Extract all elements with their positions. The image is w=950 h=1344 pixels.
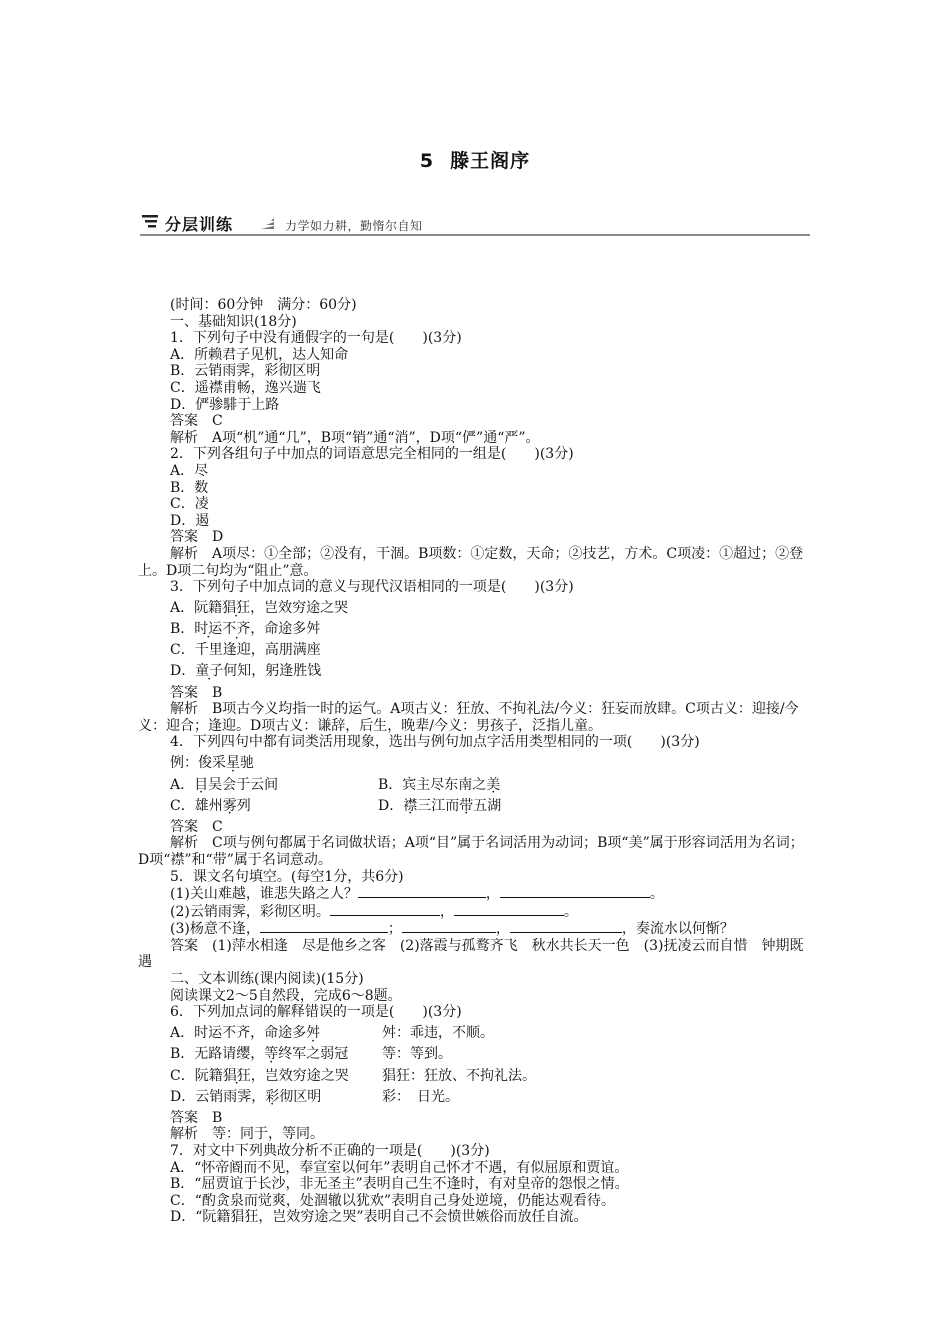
reading-instruction: 阅读课文2～5自然段，完成6～8题。 bbox=[170, 987, 402, 1004]
exercise-content bbox=[138, 297, 814, 1226]
option: B．“屈贾谊于长沙，非无圣主”表明自己生不逢时，有对皇帝的怨恨之情。 bbox=[170, 1176, 629, 1193]
option: A．时运不齐，命途多舛 舛：乖违，不顺。 bbox=[170, 1025, 494, 1042]
option: C．阮籍猖狂，岂效穷途之哭 猖狂：狂放、不拘礼法。 bbox=[170, 1067, 536, 1084]
option: A．所赖君子见机，达人知命 bbox=[170, 346, 349, 363]
option: C．遥襟甫畅，逸兴遄飞 bbox=[170, 379, 321, 396]
question-stem: 5．课文名句填空。(每空1分，共6分) bbox=[170, 868, 404, 885]
option: D．“阮籍猖狂，岂效穷途之哭”表明自己不会愤世嫉俗而放任自流。 bbox=[170, 1209, 588, 1226]
section-banner bbox=[140, 208, 810, 240]
lesson-number: 5 bbox=[419, 150, 435, 172]
option: C．千里逢迎，高朋满座 bbox=[170, 642, 321, 659]
question-stem: 6．下列加点词的解释错误的一项是( )(3分) bbox=[170, 1004, 462, 1021]
blank-field[interactable] bbox=[510, 920, 622, 933]
banner-motto: 力学如力耕，勤惰尔自知 bbox=[285, 219, 423, 233]
page-title bbox=[0, 146, 950, 173]
option: A．阮籍猖狂，岂效穷途之哭 bbox=[170, 600, 349, 617]
section-heading: 一、基础知识(18分) bbox=[170, 313, 297, 330]
question-stem: 4．下列四句中都有词类活用现象，选出与例句加点字活用类型相同的一项( )(3分) bbox=[170, 734, 700, 751]
explanation: 解析 A项“机”通“几”，B项“销”通“消”，D项“俨”通“严”。 bbox=[170, 429, 540, 446]
option: C．“酌贪泉而觉爽，处涸辙以犹欢”表明自己身处逆境，仍能达观看待。 bbox=[170, 1192, 616, 1209]
answer: 答案 B bbox=[170, 684, 223, 701]
blank-field[interactable] bbox=[500, 885, 650, 898]
blank-field[interactable] bbox=[454, 903, 564, 916]
option-row bbox=[138, 798, 814, 815]
fill-blank-line: (2)云销雨霁，彩彻区明。 ， 。 bbox=[170, 903, 578, 920]
option: B．无路请缨，等终军之弱冠 等：等到。 bbox=[170, 1046, 452, 1063]
answer: 答案 C bbox=[170, 818, 223, 835]
answer: 答案 (1)萍水相逢 尽是他乡之客 (2)落霞与孤鹜齐飞 秋水共长天一色 (3)抚凌云而自惜 钟期既遇 bbox=[138, 937, 804, 971]
question-stem: 1．下列句子中没有通假字的一句是( )(3分) bbox=[170, 330, 462, 347]
blank-field[interactable] bbox=[358, 885, 486, 898]
option: B．时运不齐，命途多舛 bbox=[170, 621, 321, 638]
banner-label: 分层训练 bbox=[165, 215, 234, 234]
question-stem: 7．对文中下列典故分析不正确的一项是( )(3分) bbox=[170, 1142, 490, 1159]
option: A．“怀帝阍而不见，奉宣室以何年”表明自己怀才不遇，有似屈原和贾谊。 bbox=[170, 1159, 629, 1176]
blank-field[interactable] bbox=[402, 920, 496, 933]
option-row bbox=[138, 777, 814, 794]
explanation: 解析 C项与例句都属于名词做状语；A项“目”属于名词活用为动词；B项“美”属于形容词活用为名词；D项“襟”和“带”属于名词意动。 bbox=[138, 835, 804, 868]
answer: 答案 D bbox=[170, 529, 224, 546]
explanation: 解析 等：同于，等同。 bbox=[170, 1126, 324, 1143]
question-stem: 3．下列句子中加点词的意义与现代汉语相同的一项是( )(3分) bbox=[170, 579, 574, 596]
banner-rule bbox=[140, 234, 810, 236]
answer: 答案 C bbox=[170, 413, 223, 430]
option: D．童子何知，躬逢胜饯 bbox=[170, 663, 322, 680]
option: C．雄州雾列 bbox=[170, 797, 251, 814]
option: B．宾主尽东南之美 bbox=[378, 776, 501, 793]
option: D．襟三江而带五湖 bbox=[378, 797, 502, 814]
option: A．目吴会于云间 bbox=[170, 776, 279, 793]
example: 例：俊采星驰 bbox=[170, 755, 254, 772]
fill-blank-line: (1)关山难越，谁悲失路之人？ ， 。 bbox=[170, 886, 664, 903]
option: D．俨骖騑于上路 bbox=[170, 396, 280, 413]
blank-field[interactable] bbox=[330, 903, 440, 916]
stripes-icon bbox=[140, 214, 160, 230]
corner-stripes-icon bbox=[256, 218, 276, 232]
answer: 答案 B bbox=[170, 1109, 223, 1126]
blank-field[interactable] bbox=[260, 920, 388, 933]
option: D．遏 bbox=[170, 512, 210, 529]
option: B．云销雨霁，彩彻区明 bbox=[170, 363, 321, 380]
lesson-title: 滕王阁序 bbox=[450, 150, 531, 172]
section-heading: 二、文本训练(课内阅读)(15分) bbox=[170, 971, 364, 988]
explanation: 解析 A项尽：①全部；②没有，干涸。B项数：①定数，天命；②技艺，方术。C项凌：①超过；②登上。D项二句均为“阻止”意。 bbox=[138, 545, 804, 579]
option: B．数 bbox=[170, 479, 209, 496]
question-stem: 2．下列各组句子中加点的词语意思完全相同的一组是( )(3分) bbox=[170, 446, 574, 463]
option: D．云销雨霁，彩彻区明 彩： 日光。 bbox=[170, 1088, 459, 1105]
explanation: 解析 B项古今义均指一时的运气。A项古义：狂放、不拘礼法/今义：狂妄而放肆。C项古义：迎接/今义：迎合；逢迎。D项古义：谦辞，后生，晚辈/今义：男孩子，泛指儿童。 bbox=[138, 701, 799, 734]
time-score-info: (时间：60分钟 满分：60分) bbox=[170, 297, 357, 313]
option: C．凌 bbox=[170, 496, 209, 513]
option: A．尽 bbox=[170, 462, 209, 479]
fill-blank-line: (3)杨意不逢， ； ， ，奏流水以何惭？ bbox=[170, 921, 734, 938]
